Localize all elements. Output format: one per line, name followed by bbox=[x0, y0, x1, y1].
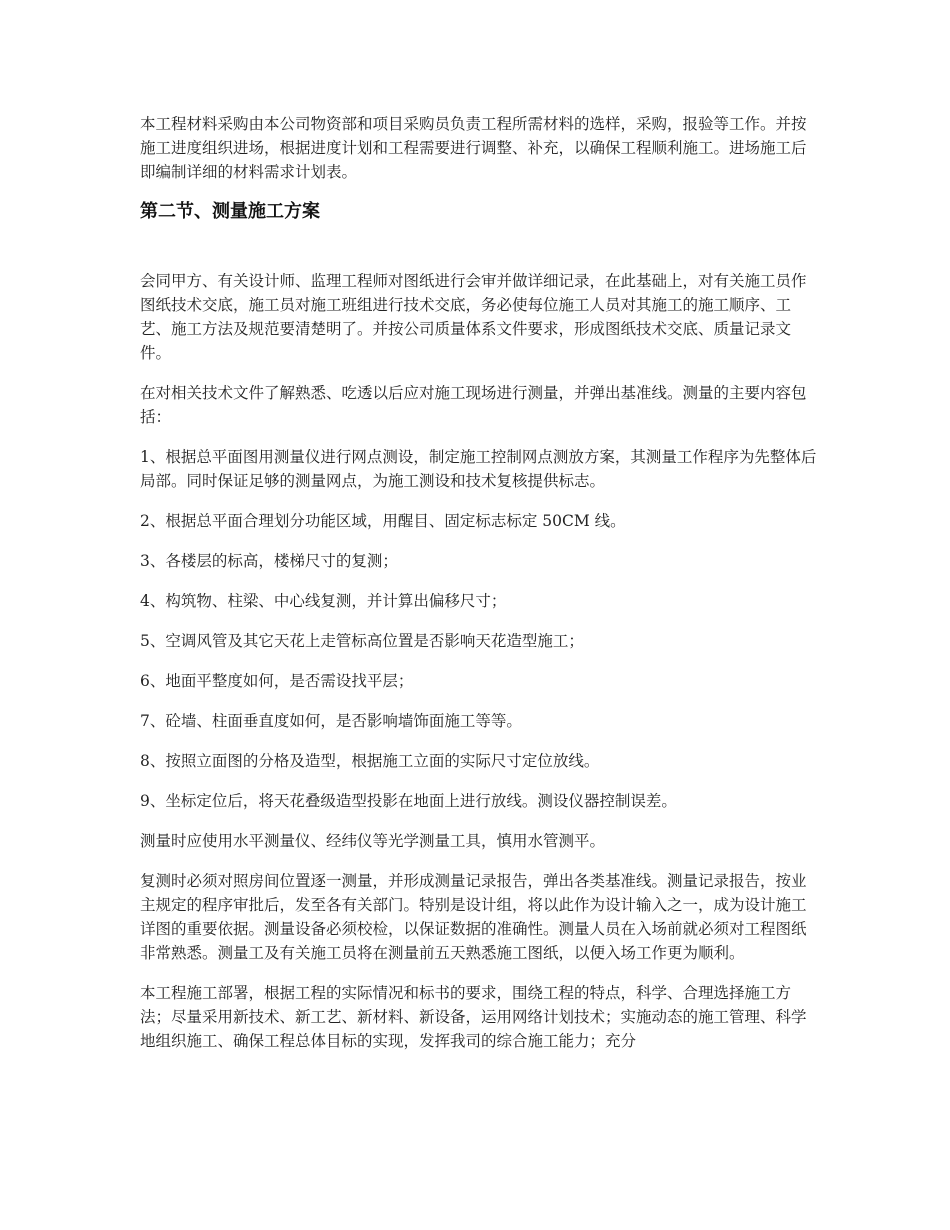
list-item-5: 5、空调风管及其它天花上走管标高位置是否影响天花造型施工； bbox=[140, 632, 584, 650]
list-item-2: 2、根据总平面合理划分功能区域，用醒目、固定标志标定 50CM 线。 bbox=[140, 512, 626, 530]
section-heading: 第二节、测量施工方案 bbox=[140, 201, 320, 222]
paragraph-material-procurement: 本工程材料采购由本公司物资部和项目采购员负责工程所需材料的选样，采购，报验等工作。并按施工进度组织进场，根据进度计划和工程需要进行调整、补充，以确保工程顺利施工。进场施工后即编制详细的材料需求计划表。 bbox=[140, 115, 807, 181]
list-item-8: 8、按照立面图的分格及造型，根据施工立面的实际尺寸定位放线。 bbox=[140, 752, 600, 770]
paragraph-survey-intro: 在对相关技术文件了解熟悉、吃透以后应对施工现场进行测量，并弹出基准线。测量的主要内容包括： bbox=[140, 384, 807, 426]
list-item-9: 9、坐标定位后，将天花叠级造型投影在地面上进行放线。测设仪器控制误差。 bbox=[140, 792, 677, 810]
paragraph-retest: 复测时必须对照房间位置逐一测量，并形成测量记录报告，弹出各类基准线。测量记录报告，按业主规定的程序审批后，发至各有关部门。特别是设计组，将以此作为设计输入之一，成为设计施工详图的重要依据。测量设备必须校检，以保证数据的准确性。测量人员在入场前就必须对工程图纸非常熟悉。测量工及有关施工员将在测量前五天熟悉施工图纸，以便入场工作更为顺利。 bbox=[140, 872, 807, 962]
paragraph-drawing-review: 会同甲方、有关设计师、监理工程师对图纸进行会审并做详细记录，在此基础上，对有关施工员作图纸技术交底，施工员对施工班组进行技术交底，务必使每位施工人员对其施工的施工顺序、工艺、施工方法及规范要清楚明了。并按公司质量体系文件要求，形成图纸技术交底、质量记录文件。 bbox=[140, 272, 807, 362]
list-item-3: 3、各楼层的标高，楼梯尺寸的复测； bbox=[140, 552, 398, 570]
paragraph-instruments: 测量时应使用水平测量仪、经纬仪等光学测量工具，慎用水管测平。 bbox=[140, 832, 606, 850]
document-page bbox=[140, 112, 818, 1069]
list-item-1: 1、根据总平面图用测量仪进行网点测设，制定施工控制网点测放方案，其测量工作程序为先整体后局部。同时保证足够的测量网点，为施工测设和技术复核提供标志。 bbox=[140, 448, 817, 490]
list-item-6: 6、地面平整度如何，是否需设找平层； bbox=[140, 672, 414, 690]
list-item-7: 7、砼墙、柱面垂直度如何，是否影响墙饰面施工等等。 bbox=[140, 712, 522, 730]
list-item-4: 4、构筑物、柱梁、中心线复测，并计算出偏移尺寸； bbox=[140, 592, 507, 610]
paragraph-deployment: 本工程施工部署，根据工程的实际情况和标书的要求，围绕工程的特点，科学、合理选择施工方法；尽量采用新技术、新工艺、新材料、新设备，运用网络计划技术；实施动态的施工管理、科学地组织施工、确保工程总体目标的实现，发挥我司的综合施工能力；充分 bbox=[140, 984, 807, 1050]
